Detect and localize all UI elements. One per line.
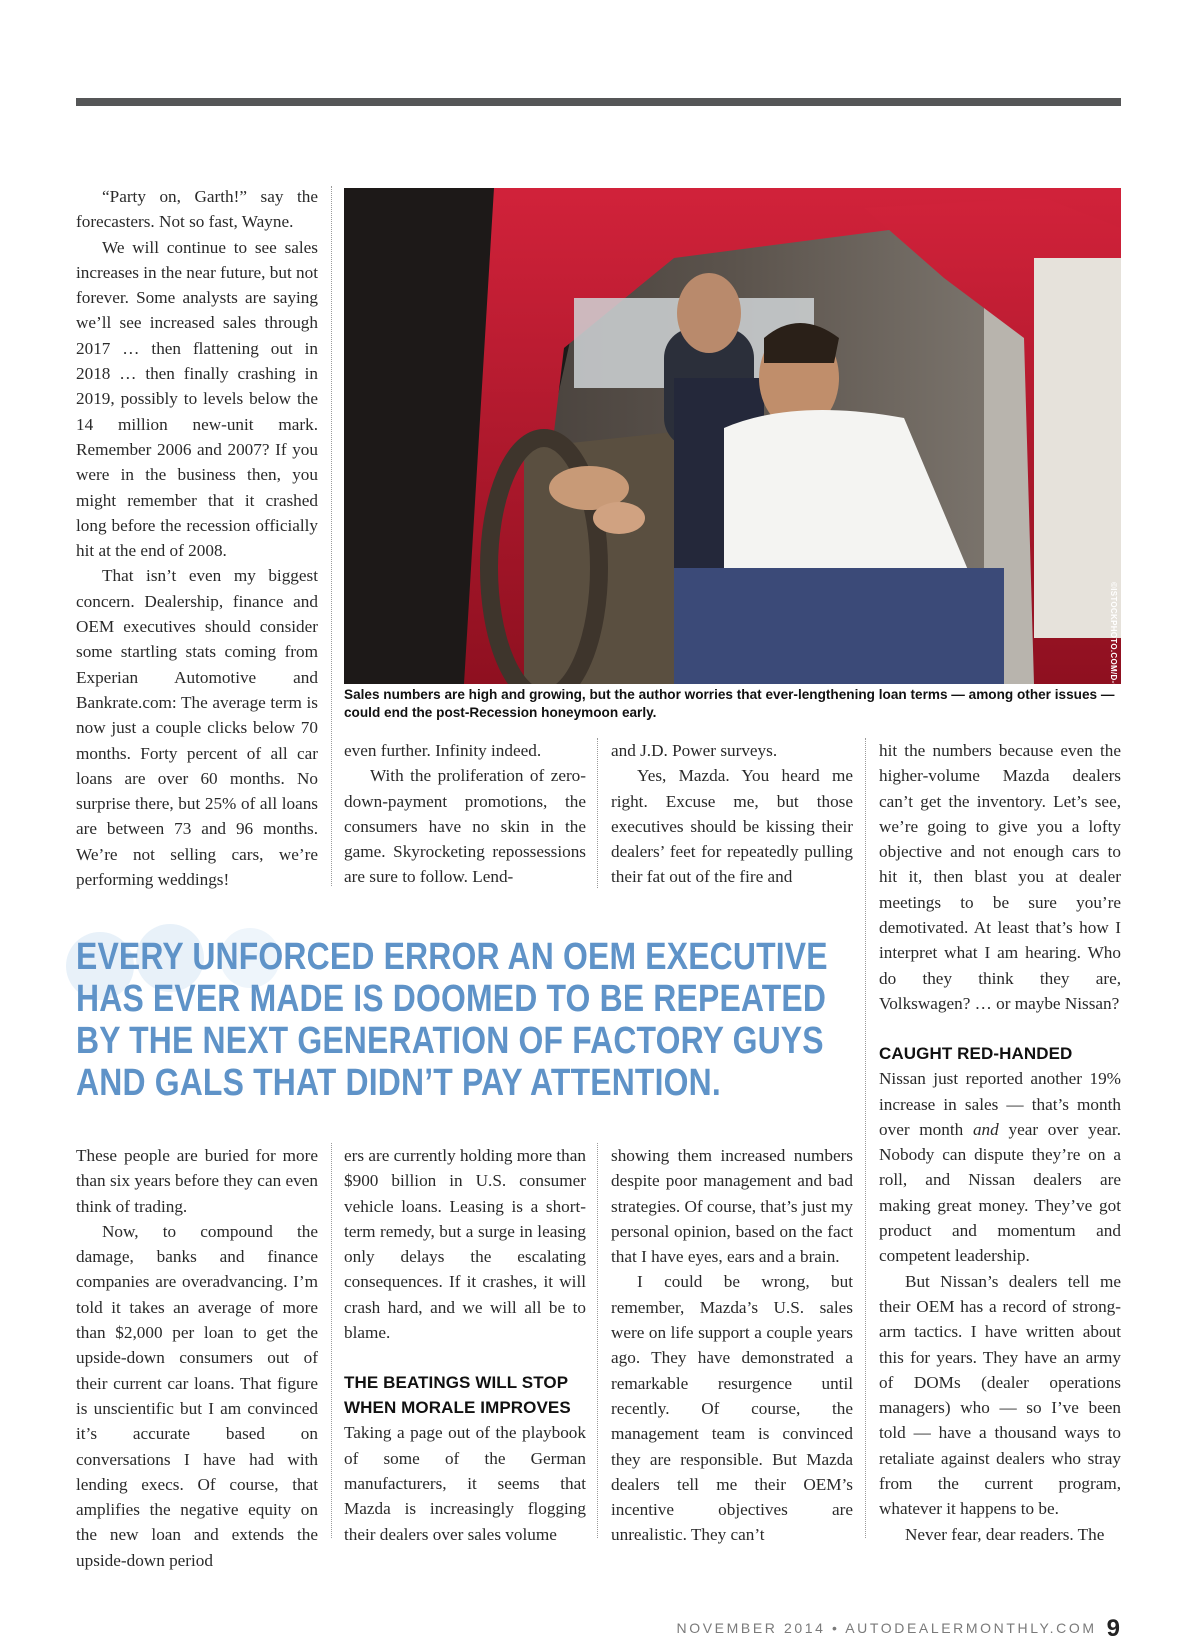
paragraph: showing them increased numbers despite poor management and bad strategies. Of course, that’s just my personal opinion, based on the fact that I have eyes, ears and a brain. <box>611 1146 854 1267</box>
column-divider <box>865 738 866 1538</box>
paragraph: Never fear, dear readers. The <box>905 1524 1105 1544</box>
paragraph: hit the numbers because even the higher-volume Mazda dealers can’t get the inventory. Let’s see, we’re going to give you a lofty objective and not enough cars to hit it, then blast you at dealer meetings to be sure you’re demotivated. At least that’s how I interpret what I am hearing. Who do they think they are, Volkswagen? … or maybe Nissan? <box>879 741 1121 1013</box>
column-divider <box>597 1143 598 1538</box>
paragraph: Now, to compound the damage, banks and finance companies are overadvancing. I’m told it takes an average of more than $2,000 per loan to get the upside-down consumers out of their current car loans. That figure is unscientific but I am convinced it’s accurate based on conversations I have had with lending execs. Of course, that amplifies the negative equity on the new loan and extends the upside-down period <box>76 1221 318 1570</box>
paragraph: and J.D. Power surveys. <box>611 741 778 760</box>
issue-line: NOVEMBER 2014 • AUTODEALERMONTHLY.COM <box>676 1620 1097 1636</box>
page-footer <box>660 1612 1120 1640</box>
paragraph: even further. Infinity indeed. <box>344 741 542 760</box>
paragraph: ers are currently holding more than $900 billion in U.S. consumer vehicle loans. Leasing is a short-term remedy, but a surge in leasing only delays the escalating consequences. If it crashes, it will crash hard, and we will all be to blame. <box>344 1146 586 1343</box>
pull-quote: EVERY UNFORCED ERROR AN OEM EXECUTIVE HAS EVER MADE IS DOOMED TO BE REPEATED BY THE NEXT GENERATION OF FACTORY GUYS AND GALS THAT DIDN’T PAY ATTENTION. <box>76 936 828 1104</box>
text-run: year over year. Nobody can dispute they’re on a roll, and Nissan dealers are making great money. They’ve got product and momentum and competent leadership. <box>879 1119 1121 1266</box>
column-divider <box>597 738 598 888</box>
paragraph: “Party on, Garth!” say the forecasters. Not so fast, Wayne. <box>76 187 318 232</box>
paragraph: But Nissan’s dealers tell me their OEM has a record of strong-arm tactics. I have written about this for years. They have an army of DOMs (dealer operations managers) who — so I’ve been told — have a thousand ways to retaliate against dealers who stray from the current program, whatever it happens to be. <box>879 1271 1121 1519</box>
paragraph: Yes, Mazda. You heard me right. Excuse me, but those executives should be kissing their dealers’ feet for repeatedly pulling their fat out of the fire and <box>611 766 853 887</box>
page-number: 9 <box>1106 1615 1120 1642</box>
column-divider <box>331 186 332 886</box>
subheading-caught-red-handed: CAUGHT RED-HANDED <box>879 1044 1073 1064</box>
column-divider <box>331 1143 332 1538</box>
paragraph: I could be wrong, but remember, Mazda’s U.S. sales were on life support a couple years ago. They have demonstrated a remarkable resurgence until recently. Of course, the management team is convinced they are responsible. But Mazda dealers tell me their OEM’s incentive objectives are unrealistic. They can’t <box>611 1272 853 1545</box>
car-interior-illustration <box>344 188 1121 684</box>
paragraph: With the proliferation of zero-down-payment promotions, the consumers have no skin in the game. Skyrocketing repossessions are sure to follow. Lend- <box>344 766 586 887</box>
photo-credit: ©ISTOCKPHOTO.COM/D-OZEN <box>1109 582 1118 707</box>
photo-caption: Sales numbers are high and growing, but the author worries that ever-lengthening loan terms — among other issues — could end the post-Recession honeymoon early. <box>344 687 1115 720</box>
paragraph: We will continue to see sales increases in the near future, but not forever. Some analysts are saying we’ll see increased sales through 2017 … then flattening out in 2018 … then finally crashing in 2019, possibly to levels below the 14 million new-unit mark. Remember 2006 and 2007? If you were in the business then, you might remember that it crashed long before the recession officially hit at the end of 2008. <box>76 237 318 561</box>
paragraph <box>879 1066 1121 1268</box>
column-1-bottom <box>76 1143 318 1573</box>
header-rule <box>76 98 1121 106</box>
paragraph: That isn’t even my biggest concern. Dealership, finance and OEM executives should consider some startling stats coming from Experian Automotive and Bankrate.com: The average term is now just a couple clicks below 70 months. Forty percent of all car loans are over 60 months. No surprise there, but 25% of all loans are between 73 and 96 months. We’re not selling cars, we’re performing weddings! <box>76 566 318 890</box>
column-3-bottom <box>611 1143 853 1548</box>
paragraph: These people are buried for more than six years before they can even think of trading. <box>76 1146 318 1216</box>
column-3-top <box>611 738 853 890</box>
column-2-top <box>344 738 586 890</box>
paragraph: Taking a page out of the playbook of some of the German manufacturers, it seems that Mazda is increasingly flogging their dealers over sales volume <box>344 1423 586 1544</box>
subheading-beatings: THE BEATINGS WILL STOP WHEN MORALE IMPROVES <box>344 1373 571 1418</box>
article-photo <box>344 188 1121 684</box>
column-4 <box>879 738 1121 1547</box>
text-run: Nissan just reported another 19% increase in sales — that’s month over month <box>879 1069 1121 1139</box>
column-1-top <box>76 184 318 892</box>
emphasis: and <box>972 1119 999 1139</box>
column-2-bottom <box>344 1143 586 1547</box>
